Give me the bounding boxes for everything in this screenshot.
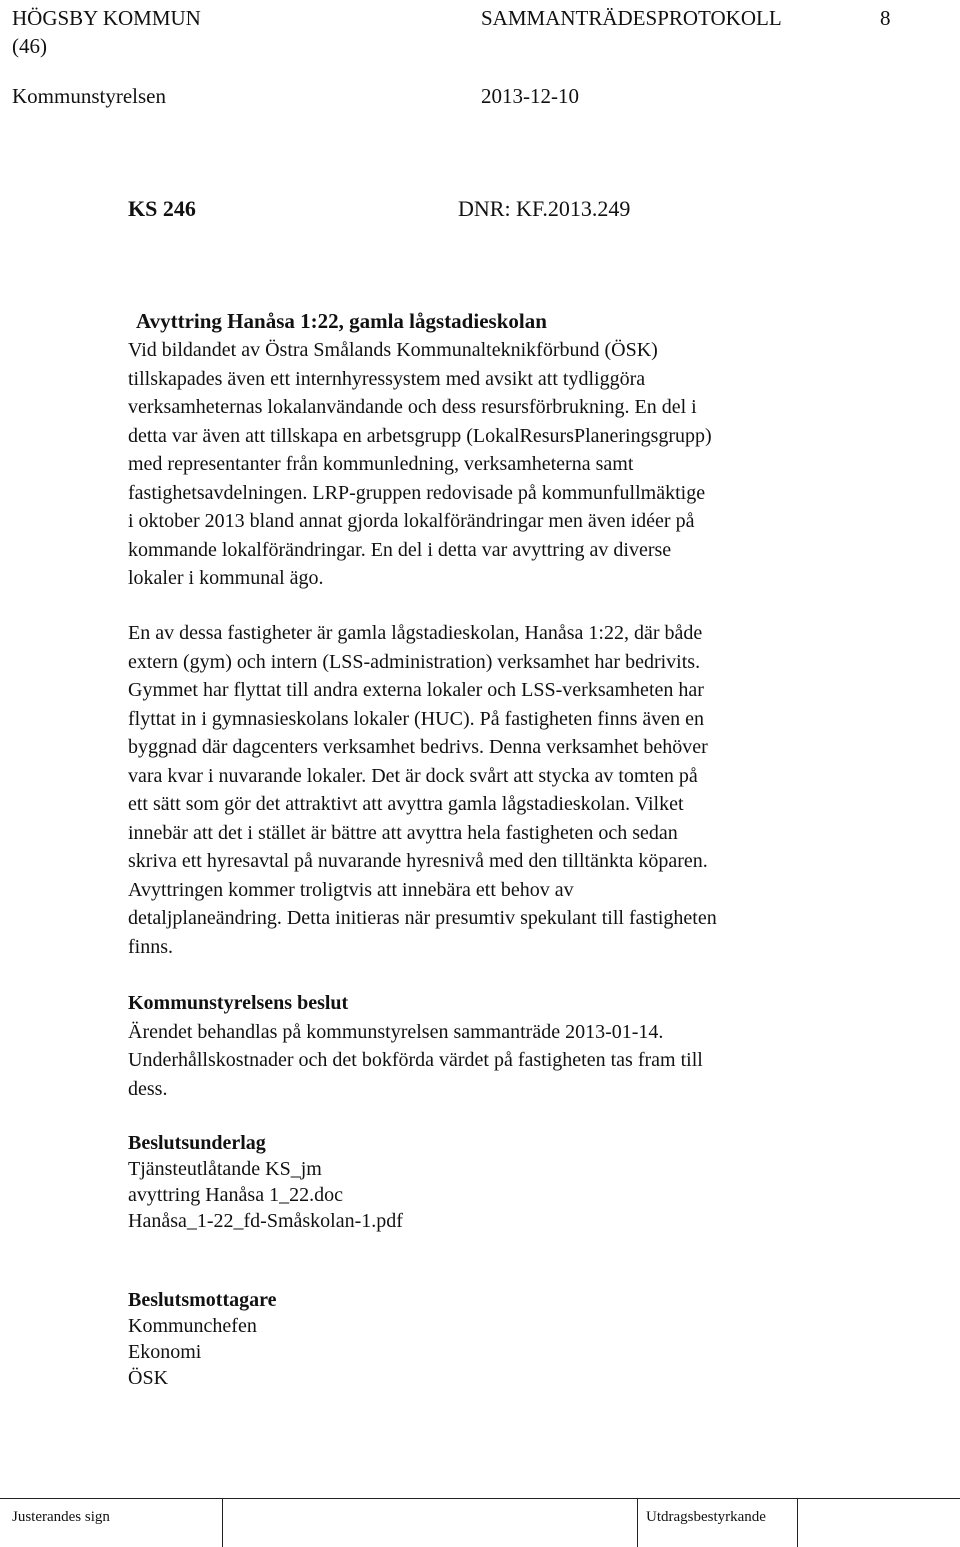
paragraph-line: Avyttringen kommer troligtvis att innebära ett behov av xyxy=(128,878,574,901)
paragraph-line: i oktober 2013 bland annat gjorda lokalförändringar men även idéer på xyxy=(128,510,695,532)
basis-heading: Beslutsunderlag xyxy=(128,1132,266,1154)
footer-top-rule xyxy=(0,1498,960,1499)
paragraph-line: fastighetsavdelningen. LRP-gruppen redovisade på kommunfullmäktige xyxy=(128,481,706,504)
paragraph-line: extern (gym) och intern (LSS-administration) verksamhet har bedrivits. xyxy=(128,650,701,673)
paragraph-line: tillskapades även ett internhyressystem med avsikt att tydliggöra xyxy=(128,367,646,390)
header-page-number: 8 xyxy=(880,6,891,30)
recipient-line: Kommunchefen xyxy=(128,1315,257,1337)
paragraph-line: kommande lokalförändringar. En del i detta var avyttring av diverse xyxy=(128,538,672,561)
section-title: Avyttring Hanåsa 1:22, gamla lågstadieskolan xyxy=(136,309,547,333)
decision-line: Underhållskostnader och det bokförda värdet på fastigheten tas fram till xyxy=(128,1049,703,1071)
recipient-line: Ekonomi xyxy=(128,1341,202,1363)
signature-footer xyxy=(0,1498,960,1547)
header-body: Kommunstyrelsen xyxy=(12,84,166,108)
footer-utdragsbestyrkande: Utdragsbestyrkande xyxy=(646,1509,766,1525)
paragraph-line: ett sätt som gör det attraktivt att avyttra gamla lågstadieskolan. Vilket xyxy=(128,793,684,815)
header-org: HÖGSBY KOMMUN xyxy=(12,6,201,30)
header-page-total: (46) xyxy=(12,34,47,58)
recipients-section xyxy=(128,1287,277,1391)
decision-line: Ärendet behandlas på kommunstyrelsen sammanträde 2013-01-14. xyxy=(128,1020,664,1043)
paragraph-line: med representanter från kommunledning, verksamheterna samt xyxy=(128,453,634,475)
paragraph-line: flyttat in i gymnasieskolans lokaler (HUC). På fastigheten finns även en xyxy=(128,707,704,730)
header-date: 2013-12-10 xyxy=(481,84,579,108)
footer-justerandes-sign: Justerandes sign xyxy=(12,1509,110,1525)
paragraph-1 xyxy=(128,336,888,593)
paragraph-line: En av dessa fastigheter är gamla lågstadieskolan, Hanåsa 1:22, där både xyxy=(128,622,703,644)
recipients-heading: Beslutsmottagare xyxy=(128,1289,277,1311)
case-dnr: DNR: KF.2013.249 xyxy=(458,196,631,221)
basis-line: avyttring Hanåsa 1_22.doc xyxy=(128,1184,343,1206)
basis-line: Hanåsa_1-22_fd-Småskolan-1.pdf xyxy=(128,1210,403,1232)
basis-line: Tjänsteutlåtande KS_jm xyxy=(128,1158,322,1180)
recipient-line: ÖSK xyxy=(128,1367,169,1389)
footer-divider xyxy=(797,1498,798,1547)
paragraph-line: detta var även att tillskapa en arbetsgrupp (LokalResursPlaneringsgrupp) xyxy=(128,424,712,447)
case-number: KS 246 xyxy=(128,196,196,221)
paragraph-line: vara kvar i nuvarande lokaler. Det är dock svårt att stycka av tomten på xyxy=(128,764,698,787)
paragraph-line: finns. xyxy=(128,935,173,958)
paragraph-2 xyxy=(128,619,888,961)
paragraph-line: lokaler i kommunal ägo. xyxy=(128,567,324,589)
decision-heading: Kommunstyrelsens beslut xyxy=(128,992,349,1014)
decision-line: dess. xyxy=(128,1077,168,1100)
paragraph-line: Vid bildandet av Östra Smålands Kommunalteknikförbund (ÖSK) xyxy=(128,339,658,361)
paragraph-line: Gymmet har flyttat till andra externa lokaler och LSS-verksamheten har xyxy=(128,679,704,701)
footer-divider xyxy=(637,1498,638,1547)
paragraph-line: innebär att det i stället är bättre att avyttra hela fastigheten och sedan xyxy=(128,821,678,844)
header-doc-type: SAMMANTRÄDESPROTOKOLL xyxy=(481,6,782,30)
paragraph-line: verksamheternas lokalanvändande och dess resursförbrukning. En del i xyxy=(128,396,697,418)
paragraph-line: detaljplaneändring. Detta initieras när presumtiv spekulant till fastigheten xyxy=(128,907,717,929)
paragraph-line: skriva ett hyresavtal på nuvarande hyresnivå med den tilltänkta köparen. xyxy=(128,850,708,872)
decision-section xyxy=(128,989,888,1103)
basis-section xyxy=(128,1130,403,1234)
paragraph-line: byggnad där dagcenters verksamhet bedrivs. Denna verksamhet behöver xyxy=(128,736,708,758)
footer-divider xyxy=(222,1498,223,1547)
